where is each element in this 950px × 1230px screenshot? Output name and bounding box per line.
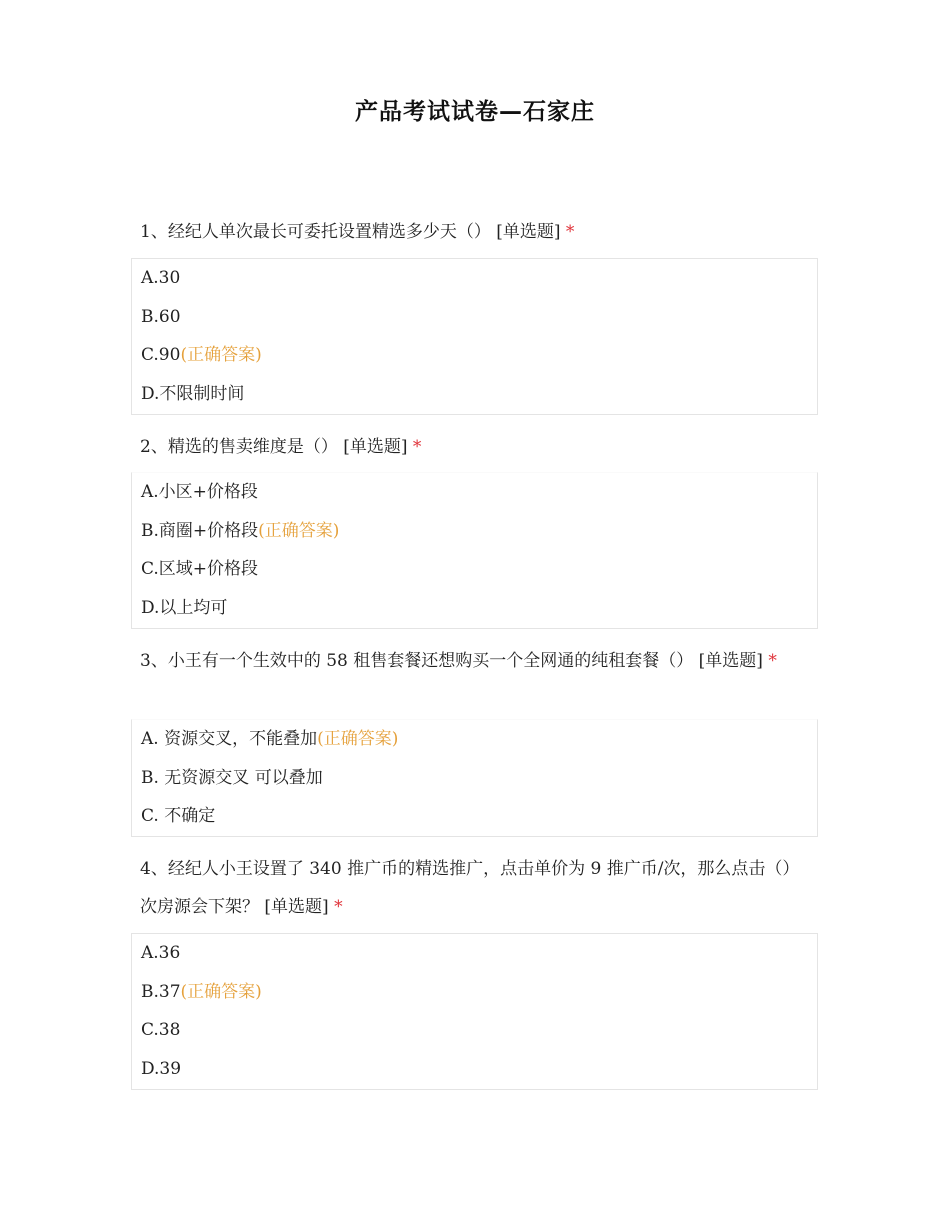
- required-mark: *: [768, 651, 777, 671]
- question-1-text: [140, 213, 812, 251]
- question-1-options: [131, 258, 818, 415]
- option-label: A.36: [141, 943, 181, 963]
- option-label: D.39: [141, 1059, 182, 1080]
- option-label: B.60: [141, 306, 181, 327]
- required-mark: *: [565, 222, 575, 242]
- question-4-options: [131, 933, 818, 1090]
- page-title: 产品考试试卷—石家庄: [355, 99, 595, 125]
- question-text: 1、经纪人单次最长可委托设置精选多少天（） [单选题]: [140, 222, 561, 242]
- question-3-options: [131, 719, 818, 837]
- required-mark: *: [334, 897, 343, 917]
- question-4-text: [140, 850, 812, 926]
- option-d[interactable]: [132, 375, 817, 414]
- option-d[interactable]: [132, 589, 817, 628]
- option-a[interactable]: [132, 934, 817, 973]
- option-label: A.小区+价格段: [141, 482, 258, 502]
- correct-answer-tag: (正确答案): [180, 981, 262, 1002]
- option-b[interactable]: [132, 759, 817, 798]
- option-a[interactable]: [132, 259, 817, 298]
- question-text: 4、经纪人小王设置了 340 推广币的精选推广，点击单价为 9 推广币/次，那么点击（）次房源会下架？ [单选题]: [140, 859, 800, 917]
- option-b[interactable]: [132, 512, 817, 551]
- correct-answer-tag: (正确答案): [258, 520, 340, 541]
- option-label: B. 无资源交叉 可以叠加: [141, 767, 323, 788]
- option-label: C.38: [141, 1020, 181, 1041]
- option-label: D.以上均可: [141, 598, 228, 619]
- option-label: B.37: [141, 981, 181, 1002]
- question-text: 2、精选的售卖维度是（） [单选题]: [140, 437, 408, 457]
- option-c[interactable]: [132, 336, 817, 375]
- question-3-text: [140, 642, 812, 680]
- option-a[interactable]: [132, 473, 817, 512]
- option-a[interactable]: [132, 720, 817, 759]
- option-label: D.不限制时间: [141, 384, 245, 405]
- option-label: B.商圈+价格段: [141, 520, 259, 541]
- option-label: C.区域+价格段: [141, 559, 259, 580]
- option-b[interactable]: [132, 298, 817, 337]
- option-b[interactable]: [132, 973, 817, 1012]
- required-mark: *: [412, 437, 422, 457]
- option-label: A. 资源交叉，不能叠加: [141, 729, 318, 749]
- correct-answer-tag: (正确答案): [180, 345, 262, 366]
- correct-answer-tag: (正确答案): [317, 729, 399, 749]
- question-2-options: [131, 472, 818, 629]
- option-c[interactable]: [132, 797, 817, 836]
- option-label: C. 不确定: [141, 806, 216, 827]
- option-label: C.90: [141, 345, 181, 366]
- option-d[interactable]: [132, 1050, 817, 1089]
- option-label: A.30: [141, 268, 181, 288]
- question-2-text: [140, 428, 812, 466]
- question-text: 3、小王有一个生效中的 58 租售套餐还想购买一个全网通的纯租套餐（） [单选题]: [140, 651, 763, 671]
- option-c[interactable]: [132, 550, 817, 589]
- option-c[interactable]: [132, 1011, 817, 1050]
